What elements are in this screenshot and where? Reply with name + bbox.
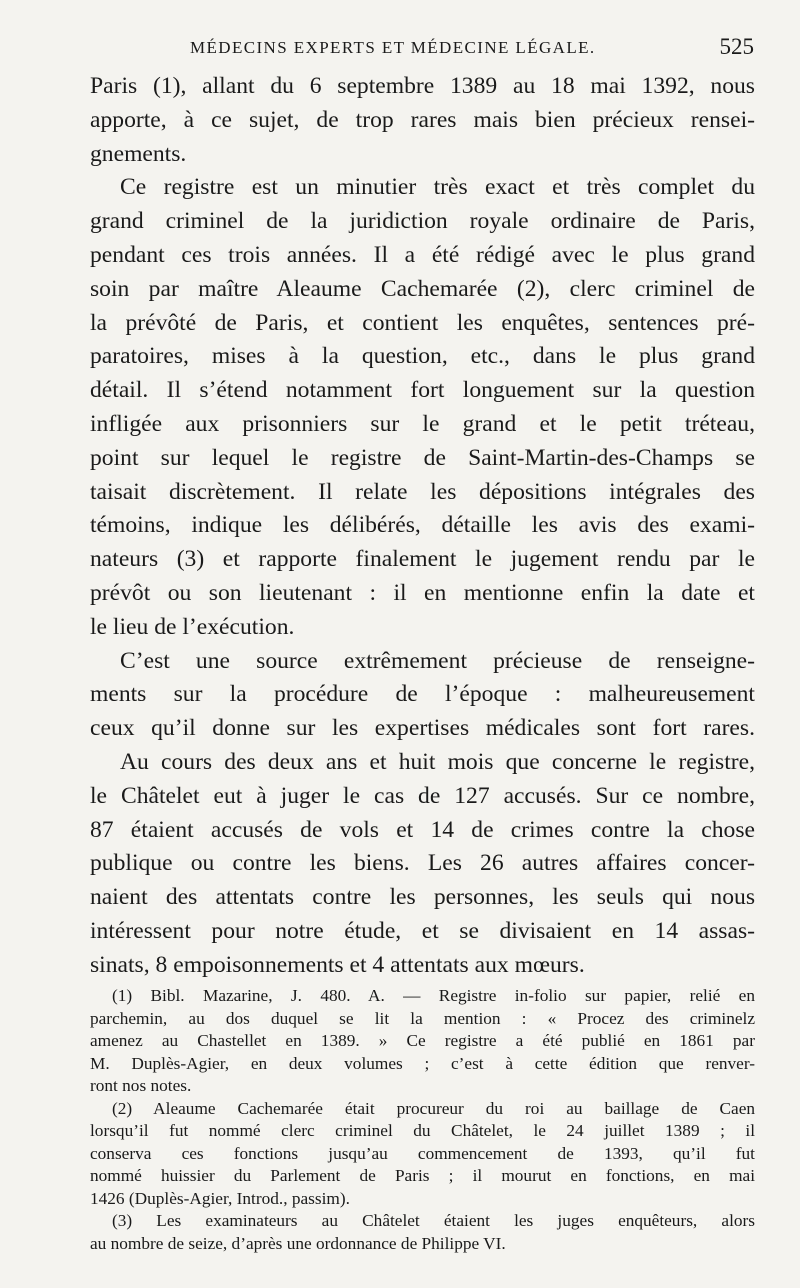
page-header: [90, 34, 758, 68]
paragraph-1: [90, 70, 755, 171]
paragraph-2: [90, 171, 755, 644]
footnote-1: [90, 985, 755, 1098]
footnote-line: ront nos notes.: [90, 1076, 192, 1095]
text-line: ments sur la procédure de l’époque : malheureusement: [90, 681, 755, 708]
text-line: sinats, 8 empoisonnements et 4 attentats aux mœurs.: [90, 951, 585, 978]
text-line: prévôt ou son lieutenant : il en mentionne enfin la date et: [90, 579, 755, 606]
text-line: nateurs (3) et rapporte finalement le jugement rendu par le: [90, 546, 755, 573]
text-line: soin par maître Aleaume Cachemarée (2), clerc criminel de: [90, 275, 755, 302]
footnote-line: parchemin, au dos duquel se lit la mention : « Procez des criminelz: [90, 1008, 755, 1028]
text-line: pendant ces trois années. Il a été rédigé avec le plus grand: [90, 241, 755, 268]
footnote-line: lorsqu’il fut nommé clerc criminel du Châtelet, le 24 juillet 1389 ; il: [90, 1121, 755, 1140]
footnote-line: 1426 (Duplès-Agier, Introd., passim).: [90, 1188, 350, 1208]
paragraph-3: [90, 645, 755, 746]
text-line: le Châtelet eut à juger le cas de 127 accusés. Sur ce nombre,: [90, 782, 755, 809]
footnote-2: [90, 1098, 755, 1211]
text-line: Au cours des deux ans et huit mois que concerne le registre,: [120, 748, 755, 775]
footnote-line: nommé huissier du Parlement de Paris ; il mourut en fonctions, en mai: [90, 1166, 755, 1185]
page-number: 525: [719, 34, 754, 59]
text-line: point sur lequel le registre de Saint-Martin-des-Champs se: [90, 444, 755, 471]
text-line: grand criminel de la juridiction royale ordinaire de Paris,: [90, 208, 755, 235]
text-line: le lieu de l’exécution.: [90, 613, 295, 640]
running-head: MÉDECINS EXPERTS ET MÉDECINE LÉGALE.: [190, 38, 596, 57]
text-line: apporte, à ce sujet, de trop rares mais bien précieux rensei-: [90, 106, 755, 133]
main-text: [90, 70, 755, 983]
text-line: gnements.: [90, 140, 187, 167]
text-line: C’est une source extrêmement précieuse de renseigne-: [120, 647, 755, 674]
text-line: ceux qu’il donne sur les expertises médicales sont fort rares.: [90, 715, 755, 742]
footnote-line: amenez au Chastellet en 1389. » Ce registre a été publié en 1861 par: [90, 1031, 755, 1050]
text-line: témoins, indique les délibérés, détaille les avis des exami-: [90, 512, 755, 539]
footnote-line: M. Duplès-Agier, en deux volumes ; c’est à cette édition que renver-: [90, 1053, 755, 1073]
footnote-line: au nombre de seize, d’après une ordonnance de Philippe VI.: [90, 1233, 506, 1253]
text-line: Ce registre est un minutier très exact et très complet du: [120, 174, 755, 201]
footnote-line: conserva ces fonctions jusqu’au commencement de 1393, qu’il fut: [90, 1143, 755, 1163]
text-line: paratoires, mises à la question, etc., dans le plus grand: [90, 343, 755, 370]
text-line: publique ou contre les biens. Les 26 autres affaires concer-: [90, 850, 755, 877]
footnote-line: (3) Les examinateurs au Châtelet étaient les juges enquêteurs, alors: [112, 1211, 755, 1230]
footnote-3: [90, 1210, 755, 1255]
text-line: la prévôté de Paris, et contient les enquêtes, sentences pré-: [90, 309, 755, 336]
paragraph-4: [90, 746, 755, 983]
text-line: 87 étaient accusés de vols et 14 de crimes contre la chose: [90, 816, 755, 843]
text-line: taisait discrètement. Il relate les dépositions intégrales des: [90, 478, 755, 505]
footnotes: [90, 985, 755, 1255]
text-line: détail. Il s’étend notamment fort longuement sur la question: [90, 377, 755, 404]
footnote-line: (2) Aleaume Cachemarée était procureur du roi au baillage de Caen: [112, 1098, 755, 1118]
text-line: Paris (1), allant du 6 septembre 1389 au 18 mai 1392, nous: [90, 73, 755, 99]
text-line: infligée aux prisonniers sur le grand et le petit tréteau,: [90, 410, 755, 437]
text-line: intéressent pour notre étude, et se divisaient en 14 assas-: [90, 917, 755, 944]
text-line: naient des attentats contre les personnes, les seuls qui nous: [90, 884, 755, 911]
footnote-line: (1) Bibl. Mazarine, J. 480. A. — Registre in-folio sur papier, relié en: [112, 986, 755, 1005]
